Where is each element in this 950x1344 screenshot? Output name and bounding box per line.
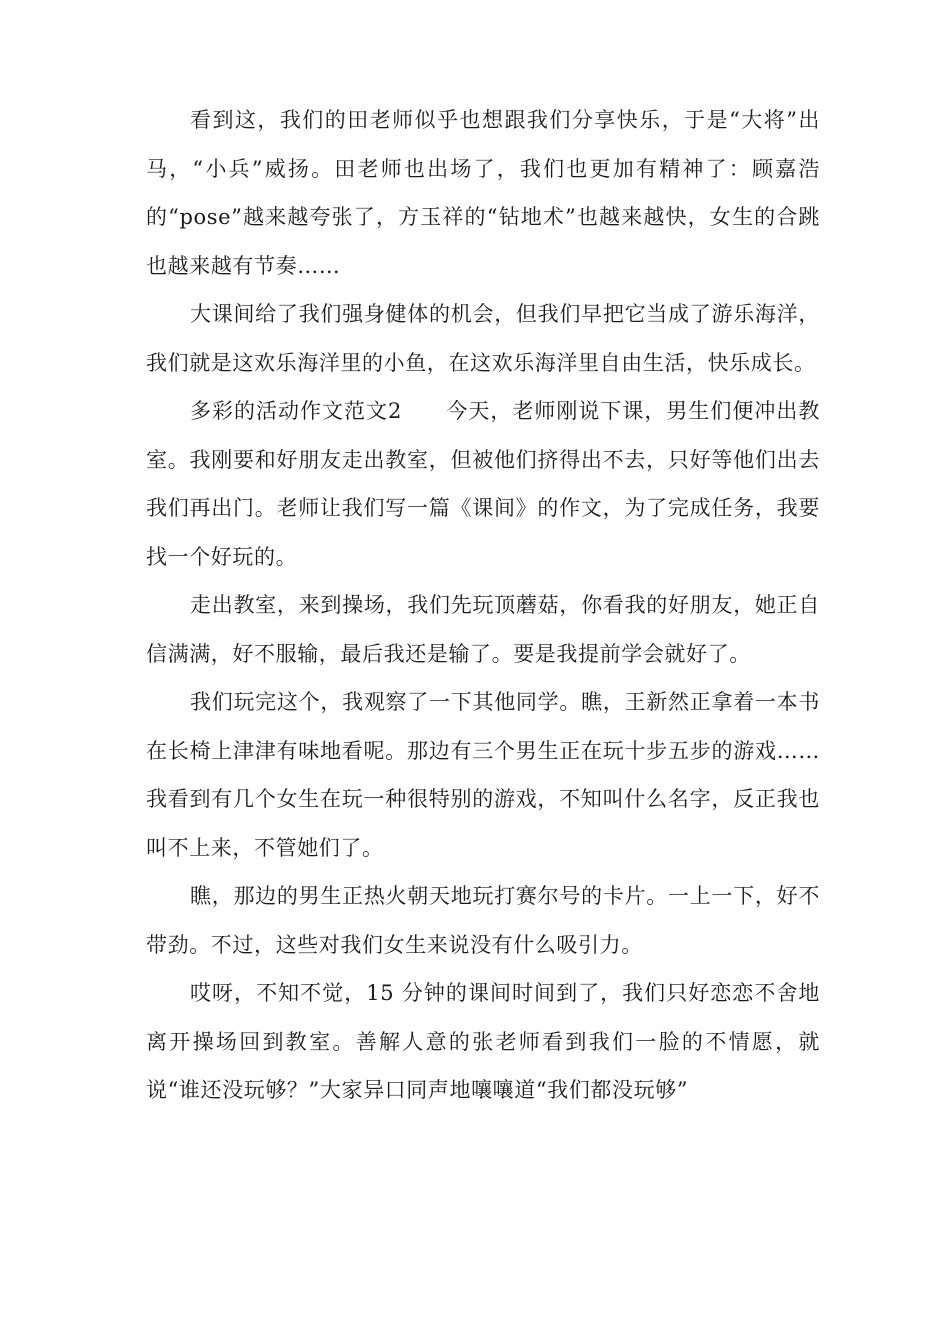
document-page — [146, 96, 820, 1115]
paragraph-6: 瞧，那边的男生正热火朝天地玩打赛尔号的卡片。一上一下，好不带劲。不过，这些对我们女生来说没有什么吸引力。 — [146, 884, 820, 957]
paragraph-3: 多彩的活动作文范文2 今天，老师刚说下课，男生们便冲出教室。我刚要和好朋友走出教室，但被他们挤得出不去，只好等他们出去我们再出门。老师让我们写一篇《课间》的作文，为了完成任务，我要找一个好玩的。 — [146, 399, 820, 569]
paragraph-5: 我们玩完这个，我观察了一下其他同学。瞧，王新然正拿着一本书在长椅上津津有味地看呢。那边有三个男生正在玩十步五步的游戏……我看到有几个女生在玩一种很特别的游戏，不知叫什么名字，反正我也叫不上来，不管她们了。 — [146, 690, 820, 860]
paragraph-7: 哎呀，不知不觉，15 分钟的课间时间到了，我们只好恋恋不舍地离开操场回到教室。善解人意的张老师看到我们一脸的不情愿，就说“谁还没玩够？”大家异口同声地嚷嚷道“我们都没玩够” — [146, 981, 820, 1102]
paragraph-1: 看到这，我们的田老师似乎也想跟我们分享快乐，于是“大将”出马，“小兵”威扬。田老师也出场了，我们也更加有精神了：顾嘉浩的“pose”越来越夸张了，方玉祥的“钻地术”也越来越快，女生的合跳也越来越有节奏…… — [146, 108, 820, 278]
paragraph-4: 走出教室，来到操场，我们先玩顶蘑菇，你看我的好朋友，她正自信满满，好不服输，最后我还是输了。要是我提前学会就好了。 — [146, 593, 820, 666]
paragraph-2: 大课间给了我们强身健体的机会，但我们早把它当成了游乐海洋，我们就是这欢乐海洋里的小鱼，在这欢乐海洋里自由生活，快乐成长。 — [146, 302, 820, 375]
